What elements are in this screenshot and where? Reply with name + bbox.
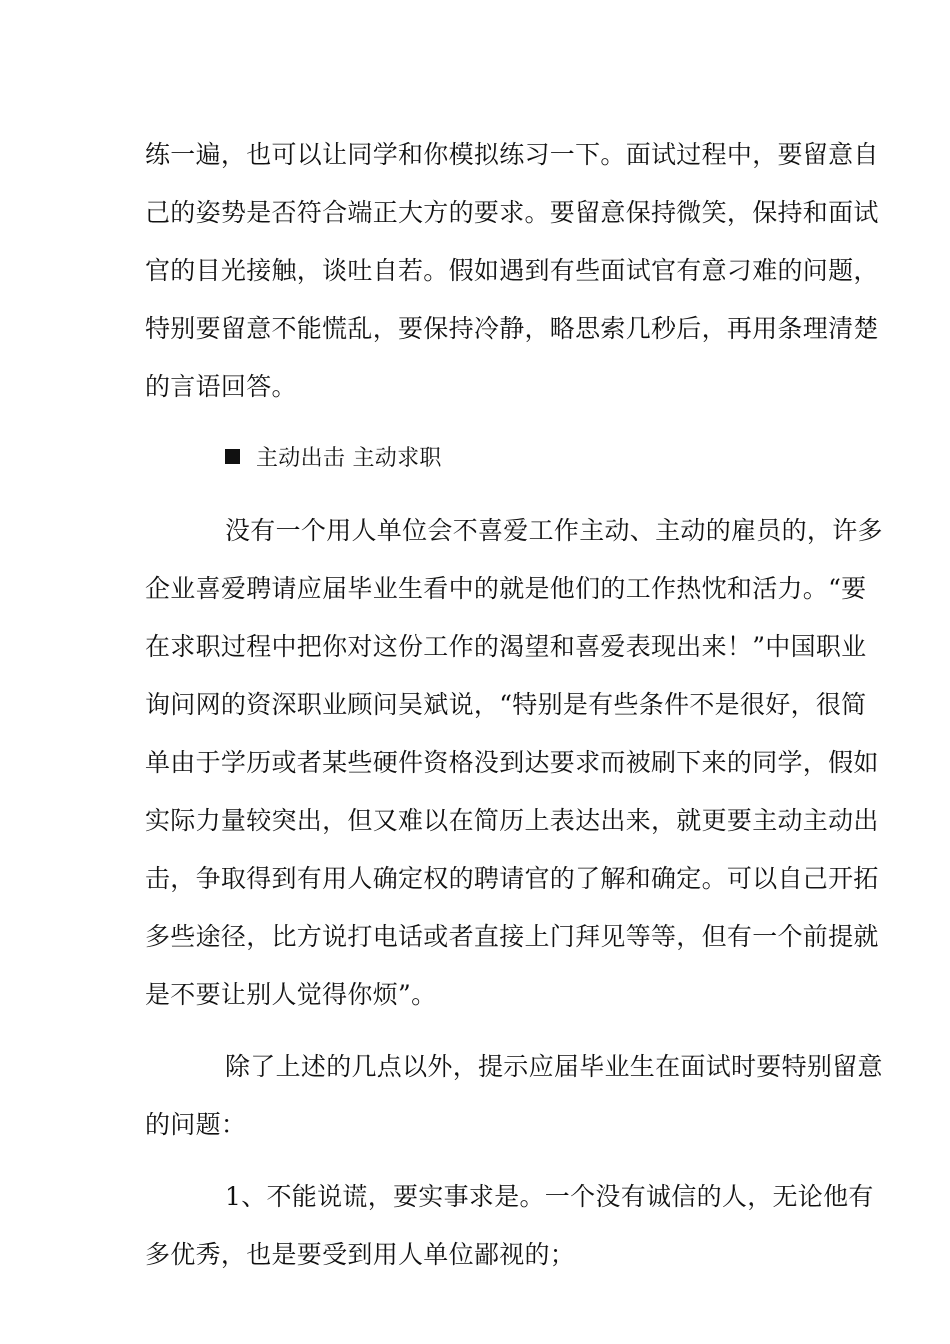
text-line: 的言语回答。	[145, 372, 297, 401]
document-page	[145, 126, 883, 1284]
text-line: 1、不能说谎，要实事求是。一个没有诚信的人，无论他有	[225, 1182, 874, 1211]
text-line: 在求职过程中把你对这份工作的渴望和喜爱表现出来！”中国职业	[145, 632, 867, 661]
text-line: 练一遍，也可以让同学和你模拟练习一下。面试过程中，要留意自	[145, 140, 879, 169]
text-line: 特别要留意不能慌乱，要保持冷静，略思索几秒后，再用条理清楚	[145, 314, 879, 343]
text-line: 多些途径，比方说打电话或者直接上门拜见等等，但有一个前提就	[145, 922, 879, 951]
text-line: 没有一个用人单位会不喜爱工作主动、主动的雇员的，许多	[225, 516, 883, 545]
text-line: 多优秀，也是要受到用人单位鄙视的；	[145, 1240, 576, 1269]
text-line: 官的目光接触，谈吐自若。假如遇到有些面试官有意刁难的问题，	[145, 256, 879, 285]
text-line: 除了上述的几点以外，提示应届毕业生在面试时要特别留意	[225, 1052, 883, 1081]
text-line: 的问题：	[145, 1110, 247, 1139]
paragraph-interview-demeanor	[145, 126, 879, 416]
square-bullet-icon	[225, 449, 240, 464]
text-line: 击，争取得到有用人确定权的聘请官的了解和确定。可以自己开拓	[145, 864, 879, 893]
text-line: 是不要让别人觉得你烦”。	[145, 980, 437, 1009]
text-line: 询问网的资深职业顾问吴斌说，“特别是有些条件不是很好，很简	[145, 690, 867, 719]
section-heading-text: 主动出击 主动求职	[256, 446, 442, 471]
text-line: 企业喜爱聘请应届毕业生看中的就是他们的工作热忱和活力。“要	[145, 574, 867, 603]
list-item-honesty	[145, 1168, 874, 1284]
paragraph-additional-notes	[145, 1038, 883, 1154]
section-heading	[145, 430, 809, 488]
text-line: 单由于学历或者某些硬件资格没到达要求而被刷下来的同学，假如	[145, 748, 879, 777]
paragraph-take-initiative	[145, 502, 883, 1024]
text-line: 己的姿势是否符合端正大方的要求。要留意保持微笑，保持和面试	[145, 198, 879, 227]
text-line: 实际力量较突出，但又难以在简历上表达出来，就更要主动主动出	[145, 806, 879, 835]
